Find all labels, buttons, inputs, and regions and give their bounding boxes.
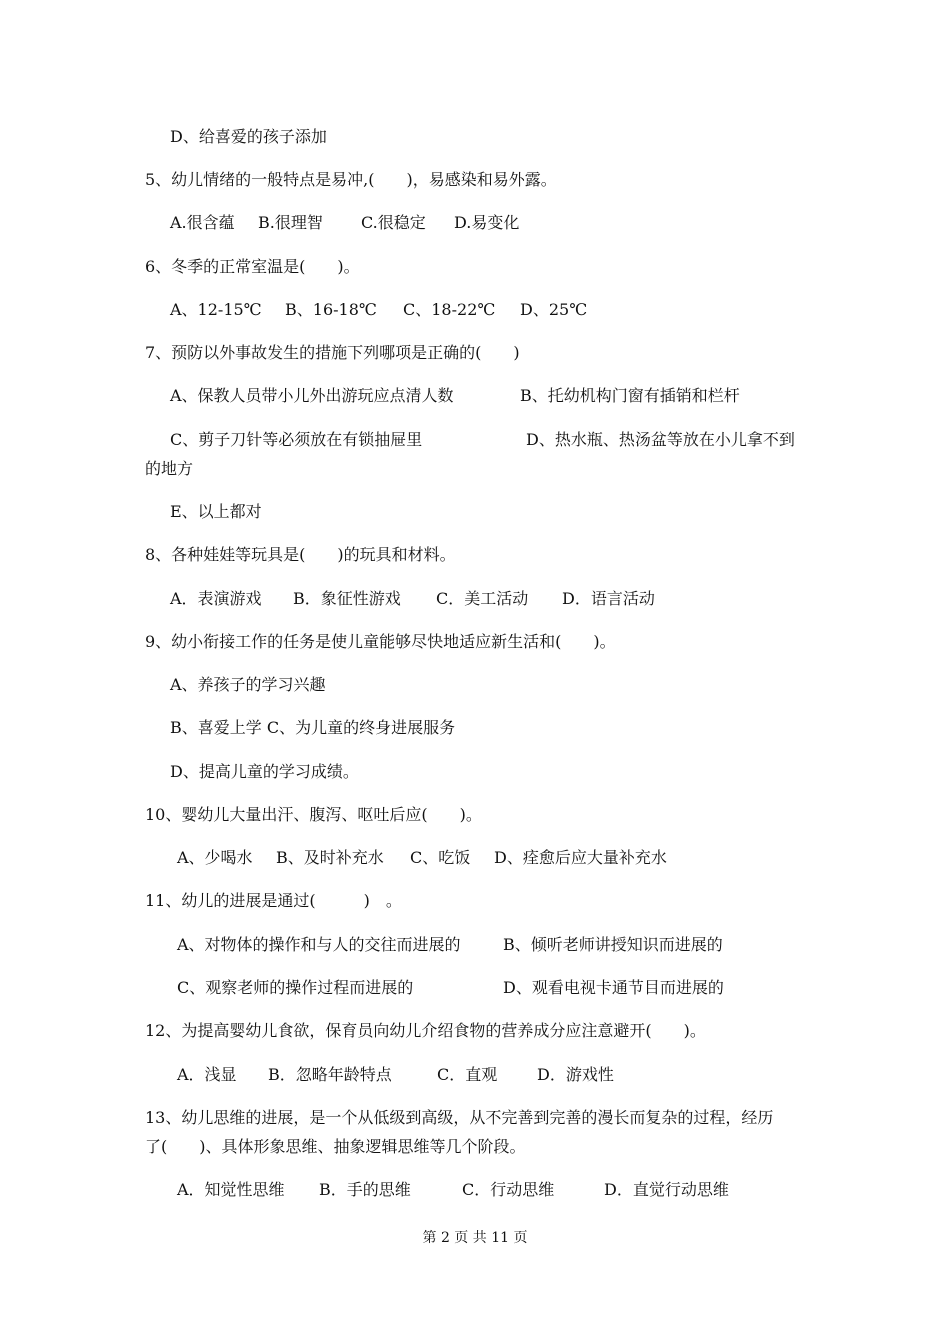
q11-option-d: D、观看电视卡通节目而进展的 xyxy=(503,978,724,997)
q13-option-c: C．行动思维 xyxy=(462,1180,555,1199)
q6-option-a: A、12-15℃ xyxy=(170,300,262,319)
q9-option-a: A、养孩子的学习兴趣 xyxy=(170,675,326,694)
q9-option-bc: B、喜爱上学 C、为儿童的终身进展服务 xyxy=(170,718,456,737)
q7-option-c: C、剪子刀针等必须放在有锁抽屉里 xyxy=(170,430,423,449)
question-8: 8、各种娃娃等玩具是( )的玩具和材料。 xyxy=(145,545,456,564)
q5-option-c: C.很稳定 xyxy=(361,213,426,232)
q10-option-b: B、及时补充水 xyxy=(276,848,384,867)
q7-option-a: A、保教人员带小儿外出游玩应点清人数 xyxy=(170,386,454,405)
q6-option-b: B、16-18℃ xyxy=(285,300,377,319)
question-6: 6、冬季的正常室温是( )。 xyxy=(145,257,360,276)
q11-option-c: C、观察老师的操作过程而进展的 xyxy=(177,978,414,997)
q12-option-a: A．浅显 xyxy=(177,1065,237,1084)
q7-option-e: E、以上都对 xyxy=(170,502,262,521)
q11-option-b: B、倾听老师讲授知识而进展的 xyxy=(503,935,723,954)
q8-option-b: B．象征性游戏 xyxy=(293,589,401,608)
q7-option-d-continued: 的地方 xyxy=(145,459,194,478)
q10-option-c: C、吃饭 xyxy=(410,848,471,867)
q6-option-d: D、25℃ xyxy=(520,300,588,319)
question-11: 11、幼儿的进展是通过( ) 。 xyxy=(145,891,402,910)
question-5: 5、幼儿情绪的一般特点是易冲,( )，易感染和易外露。 xyxy=(145,170,557,189)
q12-option-d: D．游戏性 xyxy=(537,1065,614,1084)
q5-option-b: B.很理智 xyxy=(258,213,323,232)
q9-option-d: D、提高儿童的学习成绩。 xyxy=(170,762,359,781)
question-13-line-1: 13、幼儿思维的进展，是一个从低级到高级，从不完善到完善的漫长而复杂的过程，经历 xyxy=(145,1108,774,1127)
q8-option-a: A．表演游戏 xyxy=(170,589,262,608)
q12-option-c: C．直观 xyxy=(437,1065,498,1084)
q13-option-a: A．知觉性思维 xyxy=(177,1180,285,1199)
q6-option-c: C、18-22℃ xyxy=(403,300,496,319)
q10-option-a: A、少喝水 xyxy=(177,848,253,867)
q5-option-d: D.易变化 xyxy=(454,213,520,232)
question-13-line-2: 了( )、具体形象思维、抽象逻辑思维等几个阶段。 xyxy=(145,1137,526,1156)
q13-option-d: D．直觉行动思维 xyxy=(604,1180,729,1199)
question-10: 10、婴幼儿大量出汗、腹泻、呕吐后应( )。 xyxy=(145,805,482,824)
q4-option-d: D、给喜爱的孩子添加 xyxy=(170,127,327,146)
q7-option-d: D、热水瓶、热汤盆等放在小儿拿不到 xyxy=(526,430,795,449)
question-12: 12、为提高婴幼儿食欲，保育员向幼儿介绍食物的营养成分应注意避开( )。 xyxy=(145,1021,706,1040)
question-7: 7、预防以外事故发生的措施下列哪项是正确的( ) xyxy=(145,343,520,362)
q8-option-d: D．语言活动 xyxy=(562,589,655,608)
q12-option-b: B．忽略年龄特点 xyxy=(268,1065,392,1084)
q10-option-d: D、痊愈后应大量补充水 xyxy=(494,848,667,867)
q5-option-a: A.很含蕴 xyxy=(170,213,235,232)
page-footer: 第 2 页 共 11 页 xyxy=(422,1230,528,1246)
q8-option-c: C．美工活动 xyxy=(436,589,529,608)
q7-option-b: B、托幼机构门窗有插销和栏杆 xyxy=(520,386,740,405)
question-9: 9、幼小衔接工作的任务是使儿童能够尽快地适应新生活和( )。 xyxy=(145,632,616,651)
q11-option-a: A、对物体的操作和与人的交往而进展的 xyxy=(177,935,461,954)
q13-option-b: B．手的思维 xyxy=(319,1180,411,1199)
